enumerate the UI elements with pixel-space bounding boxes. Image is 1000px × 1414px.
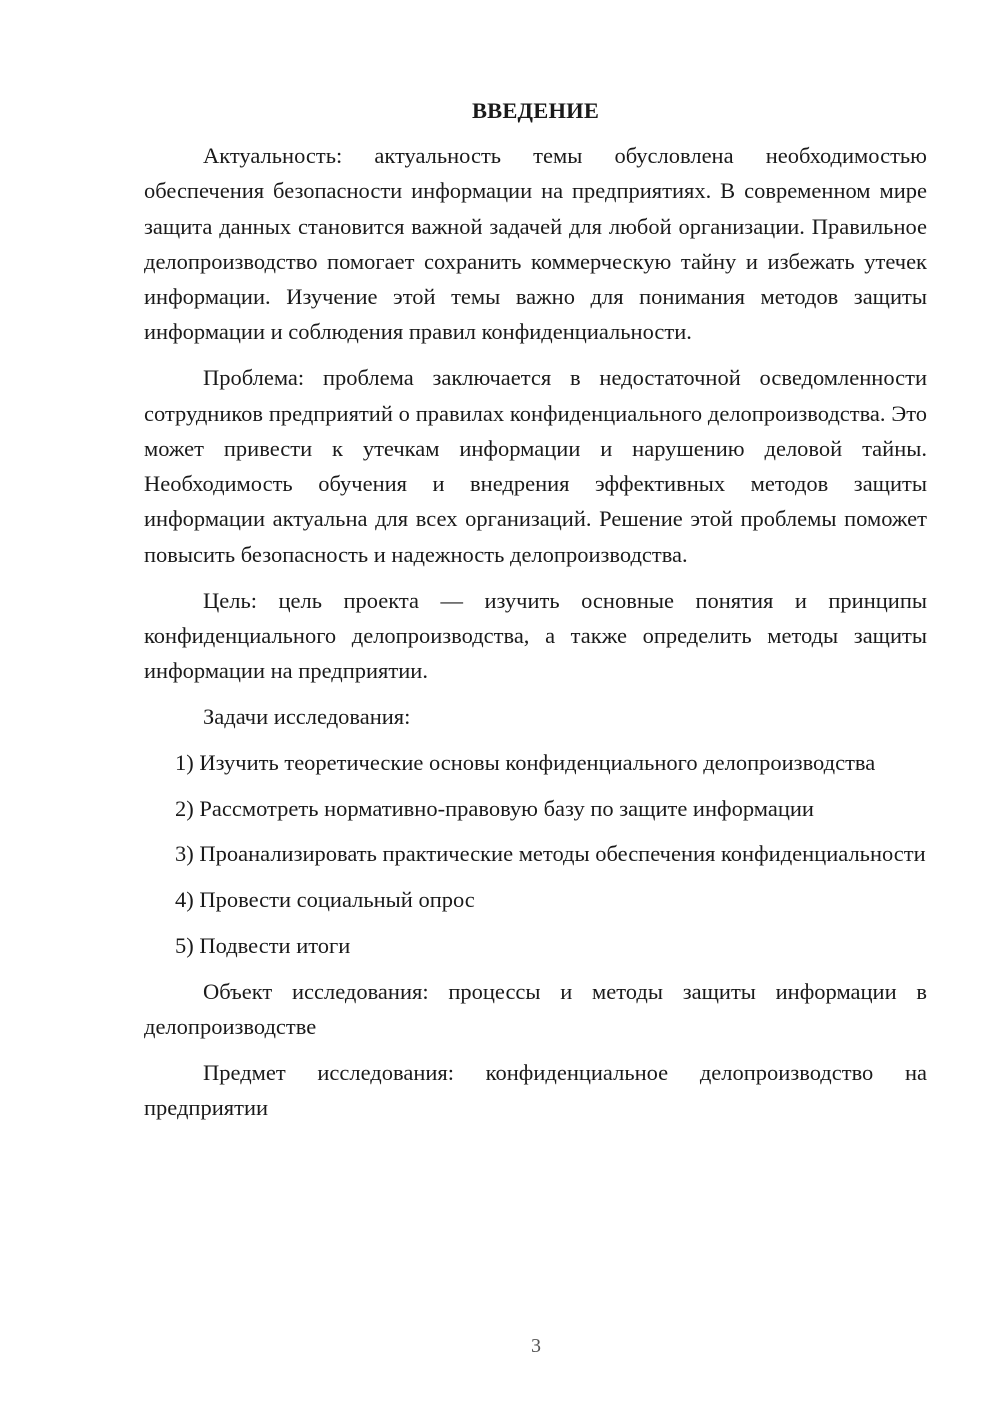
research-object-paragraph: Объект исследования: процессы и методы защиты информации в делопроизводстве [144,978,927,1040]
problem-paragraph: Проблема: проблема заключается в недостаточной осведомленности сотрудников предприятий о правилах конфиденциального делопроизводства. Это может привести к утечкам информации и нарушению деловой тайны. Необходимость обучения и внедрения эффективных методов защиты информации актуальна для всех организаций. Решение этой проблемы поможет повысить безопасность и надежность делопроизводства. [144,365,927,567]
goal-paragraph: Цель: цель проекта — изучить основные понятия и принципы конфиденциального делопроизводства, а также определить методы защиты информации на предприятии. [144,587,927,684]
page-body [144,93,927,1125]
section-title: ВВЕДЕНИЕ [471,98,600,123]
task-item-5: 5) Подвести итоги [175,932,351,958]
task-item-1: 1) Изучить теоретические основы конфиденциального делопроизводства [175,749,876,775]
research-subject-paragraph: Предмет исследования: конфиденциальное делопроизводство на предприятии [144,1059,927,1121]
tasks-heading: Задачи исследования: [203,703,411,729]
relevance-paragraph: Актуальность: актуальность темы обусловлена необходимостью обеспечения безопасности информации на предприятиях. В современном мире защита данных становится важной задачей для любой организации. Правильное делопроизводство помогает сохранить коммерческую тайну и избежать утечек информации. Изучение этой темы важно для понимания методов защиты информации и соблюдения правил конфиденциальности. [144,143,927,345]
task-item-3: 3) Проанализировать практические методы обеспечения конфиденциальности [175,841,926,867]
task-item-2: 2) Рассмотреть нормативно-правовую базу по защите информации [175,795,814,821]
task-item-4: 4) Провести социальный опрос [175,887,475,913]
page-number: 3 [531,1335,541,1357]
